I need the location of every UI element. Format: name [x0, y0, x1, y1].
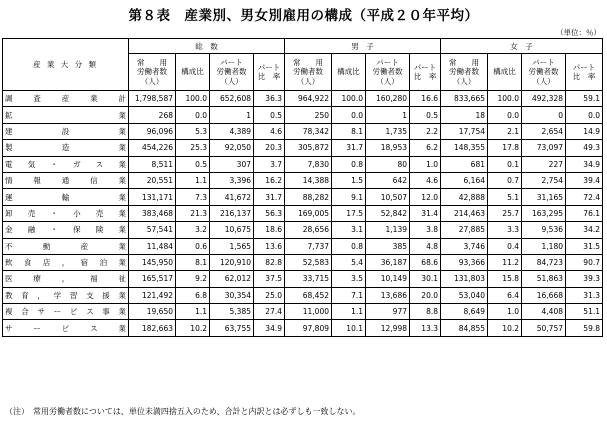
table-cell: 0	[522, 107, 566, 123]
table-cell: 14.9	[566, 123, 603, 139]
table-cell: 13.6	[254, 238, 285, 254]
table-cell: 4.6	[254, 123, 285, 139]
table-row	[3, 271, 603, 287]
industry-name: 情報通信業	[3, 172, 129, 188]
table-cell: 1.0	[410, 156, 441, 172]
table-cell: 6,164	[441, 172, 488, 188]
composition-ratio-header: 構成比	[332, 54, 366, 91]
table-cell: 93,366	[441, 254, 488, 270]
table-cell: 33,715	[285, 271, 332, 287]
table-cell: 37.5	[254, 271, 285, 287]
table-cell: 16,668	[522, 287, 566, 303]
composition-ratio-header: 構成比	[176, 54, 210, 91]
table-row	[3, 107, 603, 123]
table-cell: 652,608	[210, 91, 254, 107]
table-cell: 121,492	[129, 287, 176, 303]
table-cell: 51,863	[522, 271, 566, 287]
group-header-male: 男 子	[285, 39, 441, 54]
table-cell: 182,663	[129, 320, 176, 336]
table-cell: 31,165	[522, 189, 566, 205]
table-cell: 78,342	[285, 123, 332, 139]
table-cell: 10,149	[366, 271, 410, 287]
table-cell: 3.1	[332, 222, 366, 238]
industry-name: 製造業	[3, 140, 129, 156]
table-cell: 82.8	[254, 254, 285, 270]
table-cell: 3.2	[176, 222, 210, 238]
table-cell: 52,583	[285, 254, 332, 270]
table-cell: 492,328	[522, 91, 566, 107]
table-cell: 17.8	[488, 140, 522, 156]
table-cell: 52,842	[366, 205, 410, 221]
table-cell: 42,888	[441, 189, 488, 205]
table-cell: 100.0	[332, 91, 366, 107]
table-cell: 27,885	[441, 222, 488, 238]
table-cell: 163,295	[522, 205, 566, 221]
table-cell: 31.3	[566, 287, 603, 303]
table-cell: 131,803	[441, 271, 488, 287]
table-cell: 14,388	[285, 172, 332, 188]
industry-name: 複合サービス事業	[3, 304, 129, 320]
table-cell: 1,798,587	[129, 91, 176, 107]
table-cell: 30,354	[210, 287, 254, 303]
table-cell: 454,226	[129, 140, 176, 156]
table-cell: 12,998	[366, 320, 410, 336]
table-cell: 148,355	[441, 140, 488, 156]
table-cell: 1,735	[366, 123, 410, 139]
table-cell: 41,672	[210, 189, 254, 205]
table-cell: 0.1	[488, 156, 522, 172]
footnote: （注） 常用労働者数については、単位未満四捨五入のため、合計と内訳とは必ずしも一致しない。	[5, 407, 361, 416]
table-cell: 28,656	[285, 222, 332, 238]
table-cell: 10.1	[332, 320, 366, 336]
industry-name: 電気・ガス業	[3, 156, 129, 172]
table-cell: 1,139	[366, 222, 410, 238]
industry-name: サービス業	[3, 320, 129, 336]
table-cell: 53,040	[441, 287, 488, 303]
table-cell: 31.4	[410, 205, 441, 221]
part-time-ratio-header: パート 比 率	[254, 54, 285, 91]
table-cell: 90.7	[566, 254, 603, 270]
table-cell: 4.8	[410, 238, 441, 254]
table-cell: 131,171	[129, 189, 176, 205]
table-cell: 80	[366, 156, 410, 172]
table-cell: 307	[210, 156, 254, 172]
table-cell: 11,484	[129, 238, 176, 254]
table-cell: 9.2	[176, 271, 210, 287]
table-cell: 5.3	[176, 123, 210, 139]
part-time-workers-header: パート 労働者数 （人）	[210, 54, 254, 91]
table-row	[3, 140, 603, 156]
table-cell: 51.1	[566, 304, 603, 320]
table-cell: 8,511	[129, 156, 176, 172]
table-cell: 833,665	[441, 91, 488, 107]
table-cell: 59.1	[566, 91, 603, 107]
table-cell: 8.8	[410, 304, 441, 320]
group-header-total: 総 数	[129, 39, 285, 54]
table-cell: 3,396	[210, 172, 254, 188]
table-cell: 3.8	[410, 222, 441, 238]
table-cell: 0.0	[488, 107, 522, 123]
table-cell: 84,723	[522, 254, 566, 270]
table-cell: 18	[441, 107, 488, 123]
table-cell: 17.5	[332, 205, 366, 221]
table-cell: 227	[522, 156, 566, 172]
table-cell: 15.8	[488, 271, 522, 287]
table-cell: 0.8	[332, 156, 366, 172]
table-cell: 7,830	[285, 156, 332, 172]
table-cell: 97,809	[285, 320, 332, 336]
table-cell: 5,385	[210, 304, 254, 320]
industry-name: 建設業	[3, 123, 129, 139]
table-cell: 160,280	[366, 91, 410, 107]
table-cell: 385	[366, 238, 410, 254]
table-cell: 0.7	[488, 172, 522, 188]
table-cell: 6.8	[176, 287, 210, 303]
table-cell: 25.0	[254, 287, 285, 303]
table-cell: 30.1	[410, 271, 441, 287]
table-cell: 19,650	[129, 304, 176, 320]
table-cell: 100.0	[176, 91, 210, 107]
table-row	[3, 156, 603, 172]
table-cell: 7.1	[332, 287, 366, 303]
table-cell: 34.9	[254, 320, 285, 336]
table-cell: 10.2	[488, 320, 522, 336]
table-cell: 2.2	[410, 123, 441, 139]
table-cell: 10,507	[366, 189, 410, 205]
table-cell: 305,872	[285, 140, 332, 156]
part-time-ratio-header: パート 比 率	[410, 54, 441, 91]
table-cell: 0.0	[332, 107, 366, 123]
table-cell: 63,755	[210, 320, 254, 336]
table-cell: 8.1	[332, 123, 366, 139]
table-cell: 20.3	[254, 140, 285, 156]
table-cell: 84,855	[441, 320, 488, 336]
table-body	[3, 91, 603, 337]
table-cell: 50,757	[522, 320, 566, 336]
table-cell: 76.1	[566, 205, 603, 221]
table-row	[3, 238, 603, 254]
table-cell: 72.4	[566, 189, 603, 205]
industry-name: 調査産業計	[3, 91, 129, 107]
table-cell: 1	[366, 107, 410, 123]
industry-header: 産 業 大 分 類	[3, 39, 129, 91]
table-cell: 20.0	[410, 287, 441, 303]
table-cell: 0.6	[176, 238, 210, 254]
table-cell: 2,654	[522, 123, 566, 139]
table-cell: 0.0	[566, 107, 603, 123]
table-cell: 169,005	[285, 205, 332, 221]
table-cell: 31.5	[566, 238, 603, 254]
table-cell: 3,746	[441, 238, 488, 254]
table-cell: 6.2	[410, 140, 441, 156]
table-cell: 73,097	[522, 140, 566, 156]
regular-workers-header: 常 用 労働者数 （人）	[441, 54, 488, 91]
table-cell: 3.3	[488, 222, 522, 238]
table-cell: 4.6	[410, 172, 441, 188]
industry-name: 運輸業	[3, 189, 129, 205]
table-cell: 68.6	[410, 254, 441, 270]
table-cell: 1.1	[332, 304, 366, 320]
table-cell: 16.2	[254, 172, 285, 188]
table-cell: 8,649	[441, 304, 488, 320]
table-row	[3, 189, 603, 205]
table-cell: 214,463	[441, 205, 488, 221]
table-row	[3, 172, 603, 188]
table-cell: 0.5	[254, 107, 285, 123]
table-cell: 250	[285, 107, 332, 123]
table-cell: 88,282	[285, 189, 332, 205]
table-cell: 0.0	[176, 107, 210, 123]
table-cell: 57,541	[129, 222, 176, 238]
industry-name: 鉱業	[3, 107, 129, 123]
table-cell: 8.1	[176, 254, 210, 270]
table-cell: 96,096	[129, 123, 176, 139]
table-cell: 0.5	[410, 107, 441, 123]
table-row	[3, 123, 603, 139]
table-cell: 4,408	[522, 304, 566, 320]
table-cell: 0.8	[332, 238, 366, 254]
table-cell: 20,551	[129, 172, 176, 188]
table-cell: 59.8	[566, 320, 603, 336]
table-cell: 964,922	[285, 91, 332, 107]
table-cell: 145,950	[129, 254, 176, 270]
table-cell: 1.1	[176, 304, 210, 320]
table-cell: 10.2	[176, 320, 210, 336]
industry-name: 教育，学習支援業	[3, 287, 129, 303]
regular-workers-header: 常 用 労働者数 （人）	[129, 54, 176, 91]
table-cell: 4,389	[210, 123, 254, 139]
table-cell: 9,536	[522, 222, 566, 238]
table-cell: 12.0	[410, 189, 441, 205]
table-row	[3, 304, 603, 320]
table-cell: 56.3	[254, 205, 285, 221]
table-cell: 25.7	[488, 205, 522, 221]
industry-name: 飲食店，宿泊業	[3, 254, 129, 270]
table-cell: 17,754	[441, 123, 488, 139]
table-cell: 5.1	[488, 189, 522, 205]
table-cell: 642	[366, 172, 410, 188]
table-cell: 216,137	[210, 205, 254, 221]
table-cell: 6.4	[488, 287, 522, 303]
table-cell: 1	[210, 107, 254, 123]
table-cell: 10,675	[210, 222, 254, 238]
table-row	[3, 222, 603, 238]
table-cell: 18,953	[366, 140, 410, 156]
table-cell: 383,468	[129, 205, 176, 221]
table-cell: 11.2	[488, 254, 522, 270]
table-cell: 31.7	[254, 189, 285, 205]
table-cell: 49.3	[566, 140, 603, 156]
table-cell: 1.1	[176, 172, 210, 188]
table-cell: 62,012	[210, 271, 254, 287]
industry-name: 医療，福祉	[3, 271, 129, 287]
table-cell: 68,452	[285, 287, 332, 303]
table-row	[3, 205, 603, 221]
table-cell: 681	[441, 156, 488, 172]
table-cell: 34.9	[566, 156, 603, 172]
group-header-female: 女 子	[441, 39, 603, 54]
table-cell: 7,737	[285, 238, 332, 254]
table-cell: 11,000	[285, 304, 332, 320]
table-cell: 27.4	[254, 304, 285, 320]
table-cell: 120,910	[210, 254, 254, 270]
table-cell: 31.7	[332, 140, 366, 156]
table-cell: 7.3	[176, 189, 210, 205]
table-cell: 977	[366, 304, 410, 320]
table-cell: 1.0	[488, 304, 522, 320]
table-cell: 5.4	[332, 254, 366, 270]
table-cell: 1.5	[332, 172, 366, 188]
table-cell: 2,754	[522, 172, 566, 188]
table-cell: 18.6	[254, 222, 285, 238]
table-cell: 34.2	[566, 222, 603, 238]
unit-label: （単位：％）	[556, 28, 601, 37]
table-cell: 25.3	[176, 140, 210, 156]
table-cell: 21.3	[176, 205, 210, 221]
table-cell: 165,517	[129, 271, 176, 287]
table-cell: 36,187	[366, 254, 410, 270]
page-title: 第８表 産業別、男女別雇用の構成（平成２０年平均）	[128, 8, 479, 24]
industry-name: 卸売・小売業	[3, 205, 129, 221]
industry-name: 金融・保険業	[3, 222, 129, 238]
table-cell: 1,565	[210, 238, 254, 254]
table-cell: 16.6	[410, 91, 441, 107]
table-cell: 0.5	[176, 156, 210, 172]
regular-workers-header: 常 用 労働者数 （人）	[285, 54, 332, 91]
table-cell: 9.1	[332, 189, 366, 205]
table-cell: 2.1	[488, 123, 522, 139]
table-cell: 13.3	[410, 320, 441, 336]
table-cell: 3.5	[332, 271, 366, 287]
table-cell: 92,050	[210, 140, 254, 156]
table-cell: 0.4	[488, 238, 522, 254]
part-time-workers-header: パート 労働者数 （人）	[522, 54, 566, 91]
table-cell: 39.3	[566, 271, 603, 287]
table-cell: 1,180	[522, 238, 566, 254]
table-row	[3, 254, 603, 270]
table-cell: 13,686	[366, 287, 410, 303]
table-row	[3, 91, 603, 107]
table-cell: 36.3	[254, 91, 285, 107]
table-row	[3, 320, 603, 336]
part-time-workers-header: パート 労働者数 （人）	[366, 54, 410, 91]
composition-ratio-header: 構成比	[488, 54, 522, 91]
industry-name: 不動産業	[3, 238, 129, 254]
table-row	[3, 287, 603, 303]
table-cell: 39.4	[566, 172, 603, 188]
part-time-ratio-header: パート 比 率	[566, 54, 603, 91]
table-cell: 100.0	[488, 91, 522, 107]
employment-table	[2, 38, 603, 337]
table-cell: 3.7	[254, 156, 285, 172]
table-cell: 268	[129, 107, 176, 123]
